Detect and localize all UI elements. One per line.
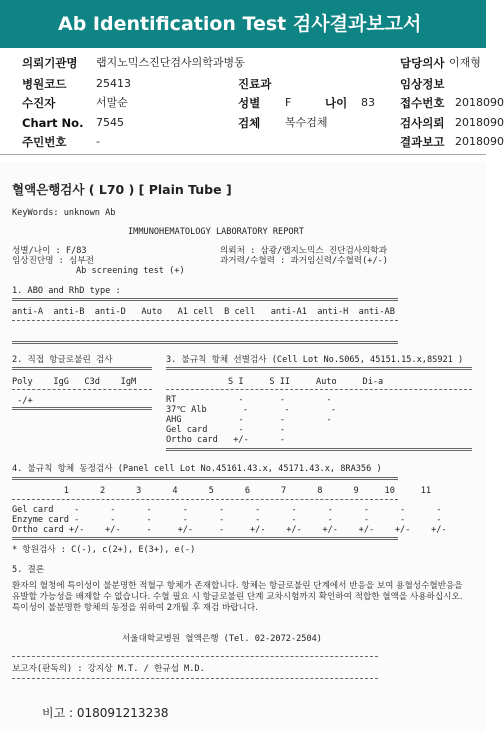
antigen-line: * 항원검사 : C(-), c(2+), E(3+), e(-) — [12, 545, 196, 555]
requester-line: 의뢰처 : 삼광/랩지노믹스 진단검사의학과 — [220, 246, 387, 256]
header-divider — [0, 154, 486, 155]
screen-title: 3. 불규칙 항체 선별검사 (Cell Lot No.S065, 45151.15.x,8S921 ) — [166, 355, 464, 365]
dat-rule-mid — [12, 389, 152, 390]
doctor-value: 이재형 — [449, 56, 481, 69]
recv-label: 접수번호 — [400, 96, 445, 110]
screen-rule-top — [166, 367, 472, 370]
panel-rule-mid — [12, 499, 398, 500]
panel-row-gel: Gel card - - - - - - - - - - - — [12, 505, 442, 515]
recv-value: 2018090 — [455, 96, 504, 109]
clinical-label: 임상정보 — [400, 77, 445, 91]
abo-columns: anti-A anti-B anti-D Auto A1 cell B cell anti-A1 anti-H anti-AB — [12, 307, 395, 317]
dat-value: -/+ — [12, 396, 33, 406]
reporter-rule-top — [12, 656, 378, 657]
panel-rule-bottom — [12, 537, 398, 540]
id-value: - — [96, 135, 100, 148]
keywords: KeyWords: unknown Ab — [12, 208, 116, 218]
dept-label: 진료과 — [238, 77, 272, 91]
sex-age-line: 성별/나이 : F/83 — [12, 246, 87, 256]
conclusion-text: 환자의 혈청에 특이성이 불분명한 적혈구 항체가 존재합니다. 항체는 항글로불린 단계에서 반응을 보여 용혈성수혈반응을 유발할 가능성을 배제할 수 없습니다. 수혈 필요 시 항글로불린 단계 교차시험까지 확인하여 적합한 혈액을 사용하십시오. 특이성이 불분명한 항체의 동정을 위하여 2개월 후 재검 바랍니다. — [12, 581, 463, 613]
panel-rule-top — [12, 477, 398, 480]
screen-row-ortho: Ortho card +/- - — [166, 435, 285, 445]
patient-label: 수진자 — [22, 96, 56, 110]
screen-row-gel: Gel card - - — [166, 425, 285, 435]
panel-title: 4. 불규칙 항체 동정검사 (Panel cell Lot No.45161.43.x, 45171.43.x, 8RA356 ) — [12, 464, 382, 474]
dat-rule-bottom — [12, 407, 152, 410]
age-label: 나이 — [325, 96, 348, 110]
sex-value: F — [285, 96, 292, 109]
dat-title: 2. 직접 항글로불린 검사 — [12, 355, 113, 365]
screen-row-37: 37℃ Alb - - - — [166, 405, 337, 415]
chart-value: 7545 — [96, 116, 124, 129]
reporter-rule-bottom — [12, 678, 378, 679]
specimen-value: 복수검체 — [285, 116, 328, 129]
code-label: 병원코드 — [22, 77, 67, 91]
sex-label: 성별 — [238, 96, 261, 110]
screen-row-rt: RT - - - — [166, 395, 332, 405]
screen-row-ahg: AHG - - - — [166, 415, 332, 425]
patient-value: 서말순 — [96, 96, 128, 109]
chart-label: Chart No. — [22, 116, 84, 130]
dat-columns: Poly IgG C3d IgM — [12, 377, 137, 387]
remark-note: 비고 : 018091213238 — [42, 706, 169, 720]
abo-rule-bottom — [12, 341, 398, 344]
age-value: 83 — [361, 96, 375, 109]
dat-rule-top — [12, 367, 152, 370]
abo-rule-top — [12, 298, 398, 301]
screen-columns: S I S II Auto Di-a — [228, 377, 384, 387]
screen-rule-bottom — [166, 448, 472, 451]
org-value: 랩지노믹스진단검사의학과병동 — [96, 56, 245, 69]
screen-rule-mid — [166, 389, 472, 390]
report-value: 2018090 — [455, 135, 504, 148]
section-title: 혈액은행검사 ( L70 ) [ Plain Tube ] — [12, 182, 232, 197]
history-line: 과거력/수혈력 : 과거임신력/수혈력(+/-) — [220, 256, 388, 266]
panel-columns: 1 2 3 4 5 6 7 8 9 10 11 — [12, 486, 432, 496]
lab-title: IMMUNOHEMATOLOGY LABORATORY REPORT — [128, 227, 304, 237]
panel-row-enzyme: Enzyme card - - - - - - - - - - - — [12, 515, 442, 525]
org-label: 의뢰기관명 — [22, 56, 78, 70]
reporter-line: 보고자(판독의) : 강지상 M.T. / 한규섭 M.D. — [12, 664, 205, 674]
screen-line: Ab screening test (+) — [76, 266, 185, 276]
specimen-label: 검체 — [238, 116, 261, 130]
conclusion-title: 5. 결론 — [12, 565, 45, 575]
panel-row-ortho: Ortho card +/- +/- - +/- - +/- +/- +/- +/- +/- +/- — [12, 525, 447, 535]
id-label: 주민번호 — [22, 135, 67, 149]
abo-rule-mid — [12, 320, 398, 321]
report-label: 결과보고 — [400, 135, 445, 149]
diagnosis-line: 임상진단명 : 심부전 — [12, 256, 94, 266]
abo-title: 1. ABO and RhD type : — [12, 286, 121, 296]
code-value: 25413 — [96, 77, 131, 90]
req-value: 2018090 — [455, 116, 504, 129]
report-title: Ab Identification Test 검사결과보고서 — [0, 0, 486, 48]
req-label: 검사의뢰 — [400, 116, 445, 130]
blood-bank-line: 서울대학교병원 혈액은행 (Tel. 02-2072-2504) — [122, 634, 322, 644]
doctor-label: 담당의사 — [400, 56, 445, 70]
